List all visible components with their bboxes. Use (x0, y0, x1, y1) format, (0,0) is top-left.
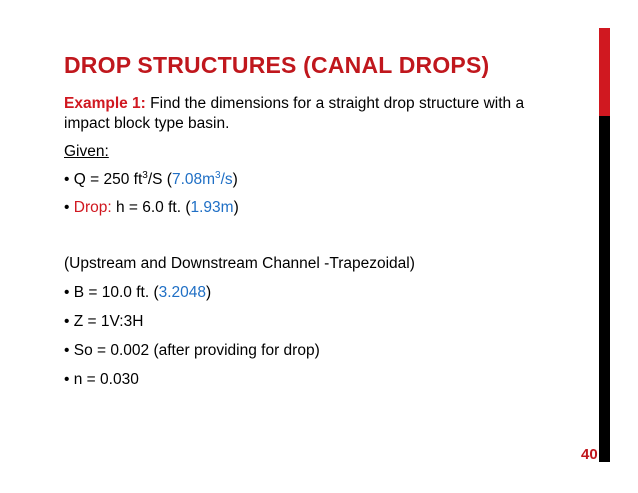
drop-metric: 1.93m (190, 199, 234, 216)
bullet-dot: • (64, 313, 70, 330)
slide-title: DROP STRUCTURES (CANAL DROPS) (64, 52, 490, 78)
drop-prefix: h = 6.0 ft. ( (111, 199, 191, 216)
accent-bar-red (599, 28, 610, 116)
n-text: n = 0.030 (73, 371, 139, 388)
b-prefix: B = 10.0 ft. ( (73, 284, 159, 301)
bullet-q (64, 170, 584, 190)
page-number: 40 (581, 446, 598, 463)
z-text: Z = 1V:3H (73, 313, 144, 330)
example-paragraph (64, 94, 584, 134)
drop-label: Drop: (73, 199, 112, 216)
bullet-n (64, 370, 584, 390)
bullet-drop (64, 198, 584, 218)
accent-bar-black (599, 116, 610, 462)
channel-note: (Upstream and Downstream Channel -Trapezoidal) (64, 255, 415, 272)
q-mid: /S ( (147, 171, 172, 188)
q-sup2: 3 (215, 169, 221, 181)
q-metric: 7.08m (171, 171, 216, 188)
slide-content (64, 94, 584, 390)
bullet-dot: • (64, 342, 70, 359)
b-suffix: ) (206, 284, 212, 301)
bullet-dot: • (64, 171, 70, 188)
q-sup1: 3 (142, 169, 148, 181)
so-text: So = 0.002 (after providing for drop) (73, 342, 320, 359)
given-heading (64, 142, 584, 162)
bullet-so (64, 341, 584, 361)
drop-suffix: ) (233, 199, 239, 216)
q-metric-tail: /s (220, 171, 233, 188)
bullet-z (64, 312, 584, 332)
example-text-line1: Find the dimensions for a straight drop structure with a (145, 95, 525, 112)
bullet-dot: • (64, 199, 70, 216)
example-label: Example 1: (64, 95, 146, 112)
q-prefix: Q = 250 ft (73, 171, 143, 188)
bullet-b (64, 283, 584, 303)
b-metric: 3.2048 (158, 284, 207, 301)
bullet-dot: • (64, 371, 70, 388)
given-label: Given: (64, 143, 109, 160)
bullet-dot: • (64, 284, 70, 301)
example-text-line2: impact block type basin. (64, 115, 230, 132)
q-suffix: ) (232, 171, 238, 188)
